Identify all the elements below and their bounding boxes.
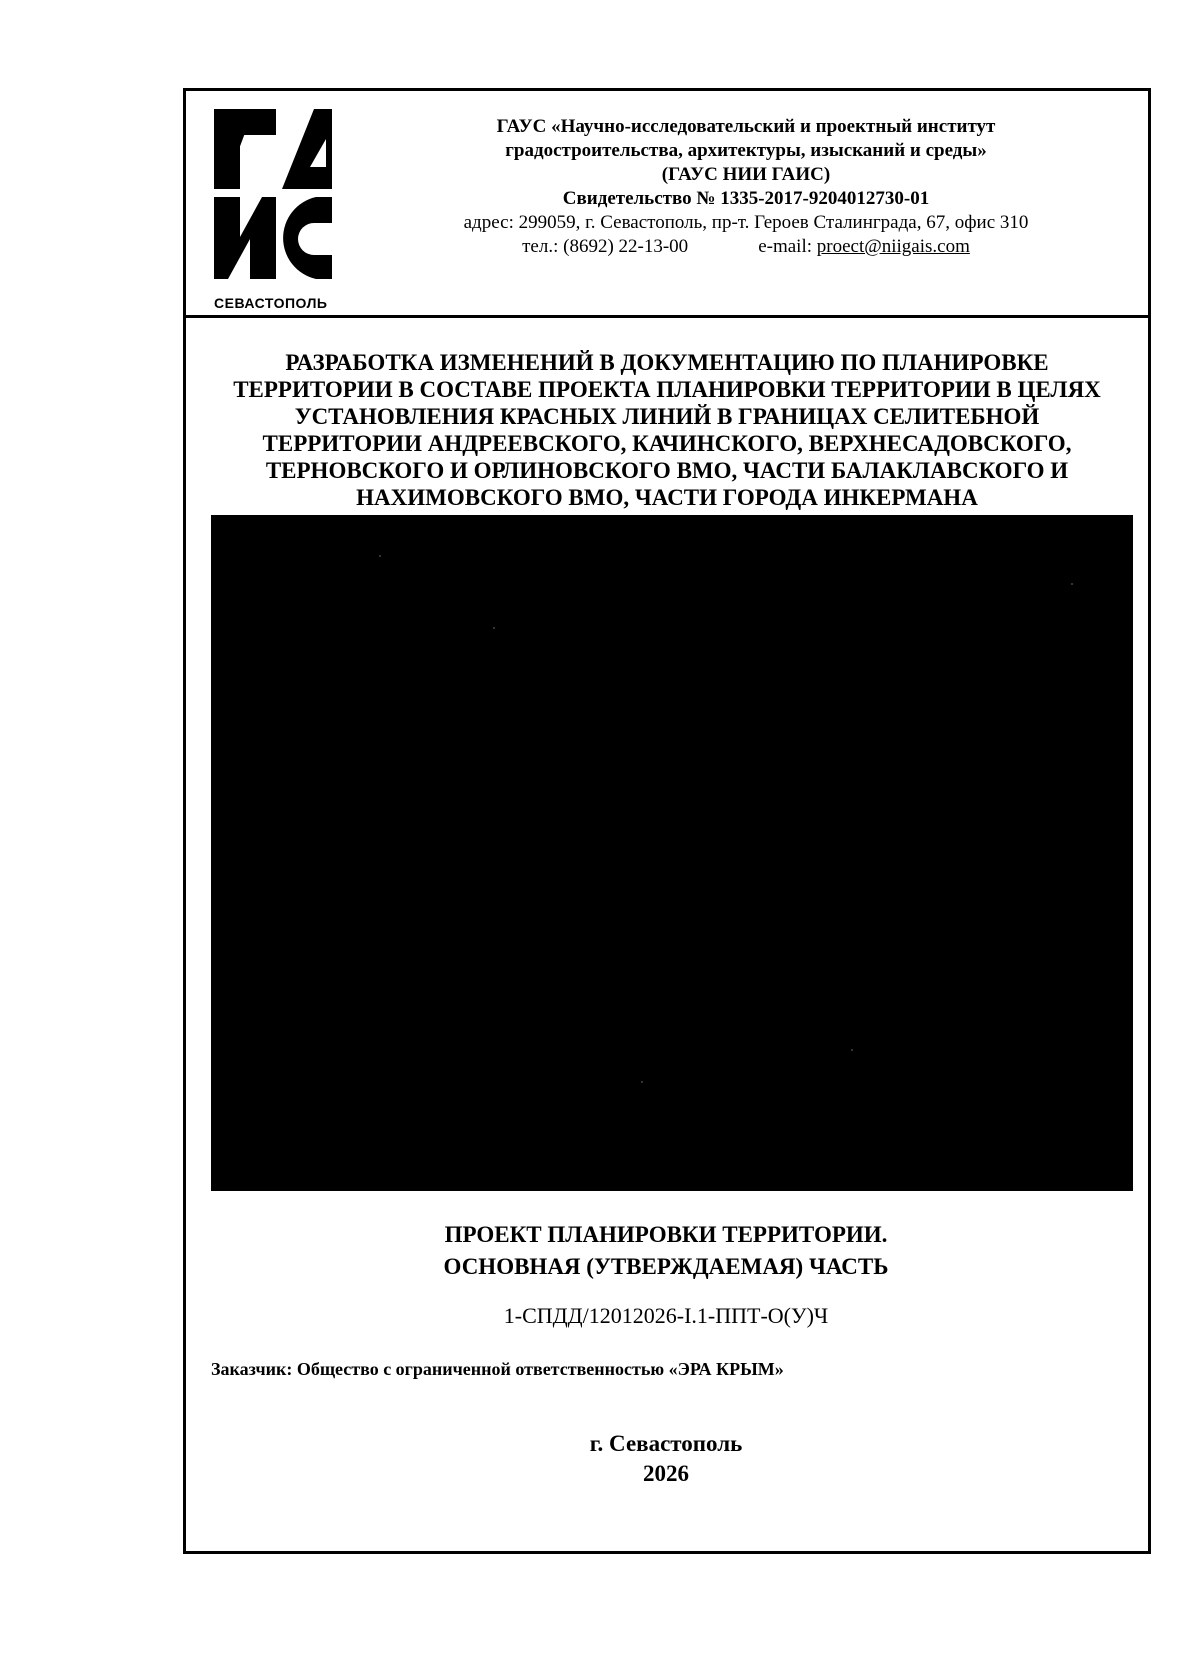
scan-speck bbox=[851, 1049, 853, 1051]
org-address: адрес: 299059, г. Севастополь, пр-т. Героев Сталинграда, 67, офис 310 bbox=[463, 212, 1029, 233]
scan-speck bbox=[379, 555, 381, 557]
year: 2026 bbox=[643, 1461, 689, 1486]
scan-speck bbox=[1071, 583, 1073, 585]
email-label: e-mail: bbox=[758, 236, 812, 257]
title-line: ТЕРНОВСКОГО И ОРЛИНОВСКОГО ВМО, ЧАСТИ БАЛАКЛАВСКОГО И bbox=[265, 458, 1069, 483]
title-line: ТЕРРИТОРИИ АНДРЕЕВСКОГО, КАЧИНСКОГО, ВЕРХНЕСАДОВСКОГО, bbox=[262, 431, 1072, 456]
scan-speck bbox=[493, 627, 495, 629]
customer-line: Заказчик: Общество с ограниченной ответственностью «ЭРА КРЫМ» bbox=[211, 1359, 784, 1379]
subtitle-line-2: ОСНОВНАЯ (УТВЕРЖДАЕМАЯ) ЧАСТЬ bbox=[443, 1254, 889, 1279]
org-name-line-2: градостроительства, архитектуры, изысканий и среды» bbox=[505, 140, 987, 161]
title-page-frame bbox=[183, 88, 1151, 1554]
gais-logo-mark bbox=[214, 109, 344, 289]
organization-header bbox=[186, 91, 1148, 318]
title-line: УСТАНОВЛЕНИЯ КРАСНЫХ ЛИНИЙ В ГРАНИЦАХ СЕЛИТЕБНОЙ bbox=[294, 404, 1040, 429]
title-line: ТЕРРИТОРИИ В СОСТАВЕ ПРОЕКТА ПЛАНИРОВКИ ТЕРРИТОРИИ В ЦЕЛЯХ bbox=[233, 377, 1101, 402]
title-line: НАХИМОВСКОГО ВМО, ЧАСТИ ГОРОДА ИНКЕРМАНА bbox=[356, 485, 978, 510]
org-name-line-1: ГАУС «Научно-исследовательский и проектный институт bbox=[496, 116, 996, 137]
org-abbreviation: (ГАУС НИИ ГАИС) bbox=[661, 164, 831, 185]
document-title bbox=[202, 349, 1132, 511]
city: г. Севастополь bbox=[589, 1431, 743, 1456]
contacts-row bbox=[386, 235, 1106, 259]
email-block bbox=[758, 235, 970, 259]
document-subtitle bbox=[346, 1219, 986, 1283]
logo-caption: СЕВАСТОПОЛЬ bbox=[214, 295, 328, 311]
scan-speck bbox=[641, 1081, 643, 1083]
dark-photo-area bbox=[211, 515, 1133, 1191]
document-code: 1-СПДД/12012026-I.1-ППТ-О(У)Ч bbox=[503, 1303, 829, 1328]
email-link[interactable]: proect@niigais.com bbox=[816, 236, 970, 257]
place-and-year bbox=[346, 1429, 986, 1489]
phone-number: тел.: (8692) 22-13-00 bbox=[522, 236, 689, 257]
subtitle-line-1: ПРОЕКТ ПЛАНИРОВКИ ТЕРРИТОРИИ. bbox=[444, 1222, 888, 1247]
gais-logo bbox=[214, 109, 344, 309]
organization-info bbox=[386, 115, 1106, 259]
certificate-number: Свидетельство № 1335-2017-9204012730-01 bbox=[562, 188, 930, 209]
title-line: РАЗРАБОТКА ИЗМЕНЕНИЙ В ДОКУМЕНТАЦИЮ ПО ПЛАНИРОВКЕ bbox=[285, 350, 1049, 375]
